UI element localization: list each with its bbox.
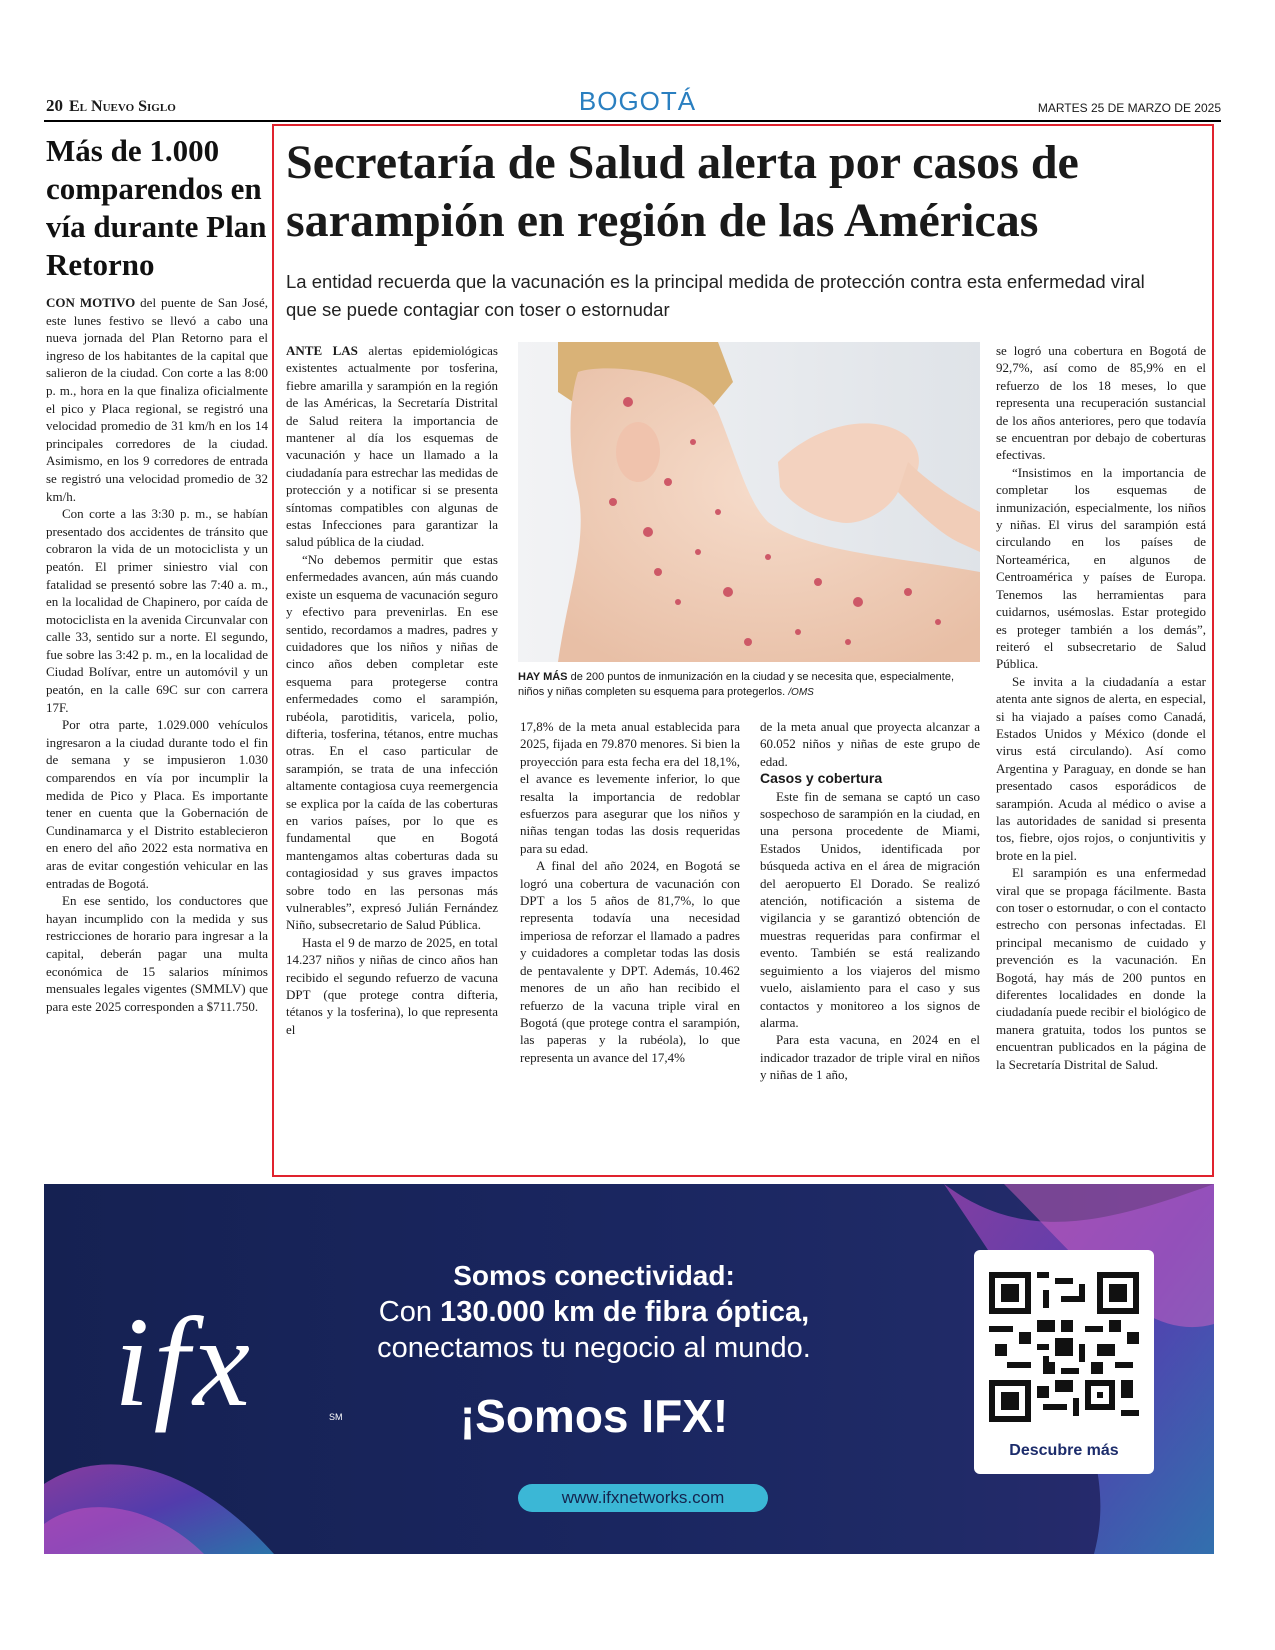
page-number: 20 bbox=[46, 96, 63, 115]
main-headline: Secretaría de Salud alerta por casos de sarampión en región de las Américas bbox=[286, 136, 1079, 247]
article-column-3 bbox=[760, 718, 980, 1084]
ad-call-to-action: ¡Somos IFX! bbox=[459, 1390, 729, 1442]
left-article-body bbox=[46, 294, 268, 1015]
left-article-title: Más de 1.000 comparendos en vía durante Plan Retorno bbox=[46, 133, 267, 282]
article-paragraph: ANTE LAS alertas epidemiológicas existentes actualmente por tosferina, fiebre amarilla y sarampión en la región de las Américas, la Secretaría Distrital de Salud reitera la importancia de mantener al día los esquemas de vacunación y hace un llamado a la ciudadanía para estrechar las medidas de protección y a notificar si se presenta síntomas compatibles con algunas de estas Infecciones para garantizar la salud pública de la ciudad. bbox=[286, 343, 498, 550]
section-title: BOGOTÁ bbox=[578, 86, 697, 116]
article-paragraph: A final del año 2024, en Bogotá se logró una cobertura de vacunación con DPT a los 5 años de 81,7%, lo que representa todavía una necesidad imperiosa de reforzar el llamado a padres y cuidadores a completar todas las dosis de pentavalente y DPT. Además, 10.462 menores de un año han recibido el refuerzo de la vacuna triple viral en Bogotá (que protege contra el sarampión, las paperas y la rubéola), lo que representa un avance del 17,4% bbox=[520, 858, 740, 1065]
article-column-1 bbox=[286, 342, 498, 1038]
article-paragraph: “Insistimos en la importancia de completar los esquemas de inmunización, especialmente, los niños y niñas. El virus del sarampión está circulando en los países de Norteamérica, en algunos de Centroamérica y países de Europa. Tenemos las herramientas para cuidarnos, usémoslas. Estar protegido es proteger también a los demás”, reiteró el subsecretario de Salud Pública. bbox=[996, 464, 1206, 672]
left-paragraph-2: Con corte a las 3:30 p. m., se habían presentado dos accidentes de tránsito que cobraron la vida de un motociclista y un peatón. El primer siniestro vial con fatalidad se presentó sobre las 7:40 a. m., en la localidad de Chapinero, por caída de motociclista en la avenida Circunvalar con calle 33, sentido sur a norte. El segundo, fue sobre las 3:42 p. m., en la localidad de Ciudad Bolívar, entre un automóvil y un peatón, en la calle 69C sur con carrera 17F. bbox=[46, 506, 268, 715]
qr-card[interactable] bbox=[974, 1250, 1154, 1474]
ad-line-1: Somos conectividad: bbox=[453, 1260, 735, 1291]
ifx-logo: ifx bbox=[114, 1291, 254, 1433]
caption-text: de 200 puntos de inmunización en la ciudad y se necesita que, especialmente, niños y niñas completen su esquema para protegerlos. bbox=[518, 671, 955, 698]
main-article-lead: ANTE LAS bbox=[286, 343, 358, 358]
left-paragraph-1: CON MOTIVO del puente de San José, este lunes festivo se llevó a cabo una nueva jornada del Plan Retorno para el ingreso de los habitantes de la capital que salieron de la ciudad. Con corte a las 8:00 p. m., hora en la que finaliza oficialmente el pico y Placa regional, se registró una velocidad promedio de 31 km/h en los 14 principales corredores de la ciudad. Asimismo, en los 9 corredores de entrada se registró una velocidad promedio de 32 km/h. bbox=[46, 295, 268, 504]
article-paragraph: de la meta anual que proyecta alcanzar a 60.052 niños y niñas de este grupo de edad. bbox=[760, 719, 980, 769]
article-paragraph: 17,8% de la meta anual establecida para 2025, fijada en 79.870 menores. Si bien la proyección para esta fecha era del 18,1%, el avance es levemente inferior, lo que resalta la importancia de redoblar esfuerzos para asegurar que los niños y niñas tengan todas las dosis requeridas para su edad. bbox=[520, 719, 740, 856]
photo-caption bbox=[518, 670, 980, 700]
article-photo bbox=[518, 342, 980, 662]
article-subheading: Casos y cobertura bbox=[760, 770, 883, 787]
service-mark: SM bbox=[329, 1412, 343, 1422]
article-paragraph: Este fin de semana se captó un caso sospechoso de sarampión en la ciudad, en una persona procedente de Miami, Estados Unidos, identificada por búsqueda activa en el área de migración del aeropuerto El Dorado. Se realizó atención, notificación a sistema de vigilancia y se garantizó obtención de muestras requeridas para confirmar el evento. También se está realizando seguimiento a los viajeros del mismo vuelo, aislamiento para el caso y sus contactos y monitoreo a los signos de alarma. bbox=[760, 788, 980, 1030]
left-paragraph-3: Por otra parte, 1.029.000 vehículos ingresaron a la ciudad durante todo el fin de semana y se impusieron 1.030 comparendos en vía por incumplir la medida de Pico y Placa. Es importante tener en cuenta que la Gobernación de Cundinamarca y el Distrito establecieron en enero del año 2022 esta normativa en aras de evitar congestión vehicular en las entradas de Bogotá. bbox=[46, 717, 268, 891]
child-back-illustration bbox=[518, 342, 980, 662]
article-paragraph: El sarampión es una enfermedad viral que se propaga fácilmente. Basta con toser o estornudar, o con el contacto estrecho con personas infectadas. El principal mecanismo de cuidado y prevención es la vacunación. En Bogotá, hay más de 200 puntos en diferentes localidades en donde la ciudadanía puede recibir el biológico de manera gratuita, todos los puntos se encuentran publicados en la página de la Secretaría Distrital de Salud. bbox=[996, 865, 1206, 1072]
issue-date: MARTES 25 DE MARZO DE 2025 bbox=[1037, 101, 1221, 115]
ad-line-3: conectamos tu negocio al mundo. bbox=[377, 1332, 811, 1364]
article-paragraph: Se invita a la ciudadanía a estar atenta ante signos de alerta, en especial, si ha viajado a países como Canadá, Estados Unidos y México (donde el virus está circulando). Así como Argentina y Paraguay, en donde se han presentado casos esporádicos de sarampión. Acuda al médico o avise a las autoridades de sanidad si presenta tos, fiebre, ojos rojos, o conjuntivitis y brote en la piel. bbox=[996, 673, 1206, 863]
article-column-4 bbox=[996, 342, 1206, 1073]
ifx-advertisement[interactable] bbox=[44, 1184, 1214, 1554]
qr-code-icon bbox=[989, 1272, 1139, 1422]
ad-url-link[interactable]: www.ifxnetworks.com bbox=[518, 1484, 768, 1512]
article-column-2 bbox=[520, 718, 740, 1066]
article-paragraph: Para esta vacuna, en 2024 en el indicador trazador de triple viral en niños y niñas de 1 año, bbox=[760, 1032, 980, 1083]
main-subhead: La entidad recuerda que la vacunación es la principal medida de protección contra esta enfermedad viral que se puede contagiar con toser o estornudar bbox=[286, 271, 1145, 320]
newspaper-name: El Nuevo Siglo bbox=[69, 98, 176, 115]
left-paragraph-4: En ese sentido, los conductores que hayan incumplido con la medida y sus restricciones de horario para ingresar a la capital, deberán pagar una multa económica de 15 salarios mínimos mensuales legales vigentes (SMMLV) que para este 2025 corresponden a $711.750. bbox=[46, 893, 268, 1014]
left-article bbox=[46, 132, 268, 1015]
caption-lead: HAY MÁS bbox=[518, 671, 568, 683]
header-rule bbox=[44, 120, 1221, 122]
left-article-lead: CON MOTIVO bbox=[46, 295, 136, 310]
photo-credit: /OMS bbox=[788, 687, 814, 698]
ad-line-2: Con 130.000 km de fibra óptica, bbox=[378, 1296, 810, 1328]
qr-label[interactable]: Descubre más bbox=[1009, 1442, 1119, 1459]
article-paragraph: Hasta el 9 de marzo de 2025, en total 14.237 niños y niñas de cinco años han recibido el segundo refuerzo de vacuna DPT (que protege contra difteria, tétanos y la tosferina), lo que representa el bbox=[286, 934, 498, 1037]
article-paragraph: se logró una cobertura en Bogotá de 92,7%, así como de 85,9% en el refuerzo de los 18 meses, lo que representa una recuperación sustancial de los años anteriores, pero que todavía se encuentran por debajo de coberturas efectivas. bbox=[996, 343, 1206, 463]
article-paragraph: “No debemos permitir que estas enfermedades avancen, aún más cuando existe un esquema de vacunación seguro y efectivo para prevenirlas. En ese sentido, recordamos a madres, padres y cuidadores que los niños y niñas de cinco años deben completar este esquema para protegerse contra enfermedades como el sarampión, rubéola, parotiditis, varicela, polio, difteria, tosferina, tétanos, entre muchas otras. En el caso particular de sarampión, se trata de una infección altamente contagiosa cuya reemergencia se explica por la caída de las coberturas en varios países, por lo que es fundamental que en Bogotá mantengamos altas coberturas dada su contagiosidad y sus graves impactos sobre todo en las personas más vulnerables”, expresó Julián Fernández Niño, subsecretario de Salud Pública. bbox=[286, 551, 498, 933]
